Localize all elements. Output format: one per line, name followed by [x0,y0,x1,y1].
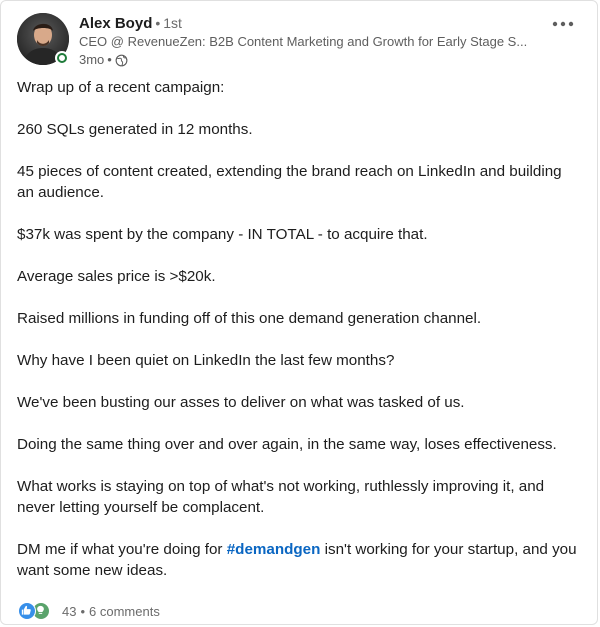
more-horizontal-icon [549,15,577,33]
name-line [79,14,541,33]
cta-text-before: DM me if what you're doing for [17,541,227,558]
post-body [17,77,581,602]
social-counts [18,601,160,621]
name-separator: • [155,15,161,31]
post-paragraph: 260 SQLs generated in 12 months. [17,121,253,138]
like-reaction-icon [18,602,36,620]
hashtag-link[interactable]: #demandgen [226,541,321,558]
post-paragraph: Raised millions in funding off of this one demand generation channel. [17,310,482,327]
post-paragraph: What works is staying on top of what's not working, ruthlessly improving it, and never letting yourself be complacent. [17,478,545,516]
author-meta [79,14,541,69]
post-time-line [79,51,541,69]
time-separator: • [107,52,112,67]
post-paragraph: Doing the same thing over and over again, in the same way, loses effectiveness. [17,436,557,453]
post-paragraph: We've been busting our asses to deliver on what was tasked of us. [17,394,465,411]
author-headline: CEO @ RevenueZen: B2B Content Marketing and Growth for Early Stage S... [79,34,528,49]
post-paragraph: 45 pieces of content created, extending the brand reach on LinkedIn and building an audience. [17,163,562,201]
post-paragraph: Why have I been quiet on LinkedIn the last few months? [17,352,395,369]
social-separator: • [80,603,86,619]
reaction-count[interactable]: 43 [62,603,77,619]
online-status-icon [55,51,69,65]
post-paragraph: $37k was spent by the company - IN TOTAL - to acquire that. [17,226,428,243]
post-time: 3mo [79,52,105,67]
cta-text-after: isn't working for your startup, and you want some new ideas. [17,541,577,579]
globe-icon [115,54,128,67]
reaction-icons[interactable] [18,602,58,620]
more-options-button[interactable] [549,15,577,33]
connection-degree: 1st [163,15,182,31]
post-paragraph: Average sales price is >$20k. [17,268,216,285]
post-header [17,13,581,69]
post-paragraph: Wrap up of a recent campaign: [17,79,225,96]
author-name[interactable]: Alex Boyd [79,15,153,32]
comments-count[interactable]: 6 comments [89,603,160,619]
post-paragraph-cta [17,539,581,581]
